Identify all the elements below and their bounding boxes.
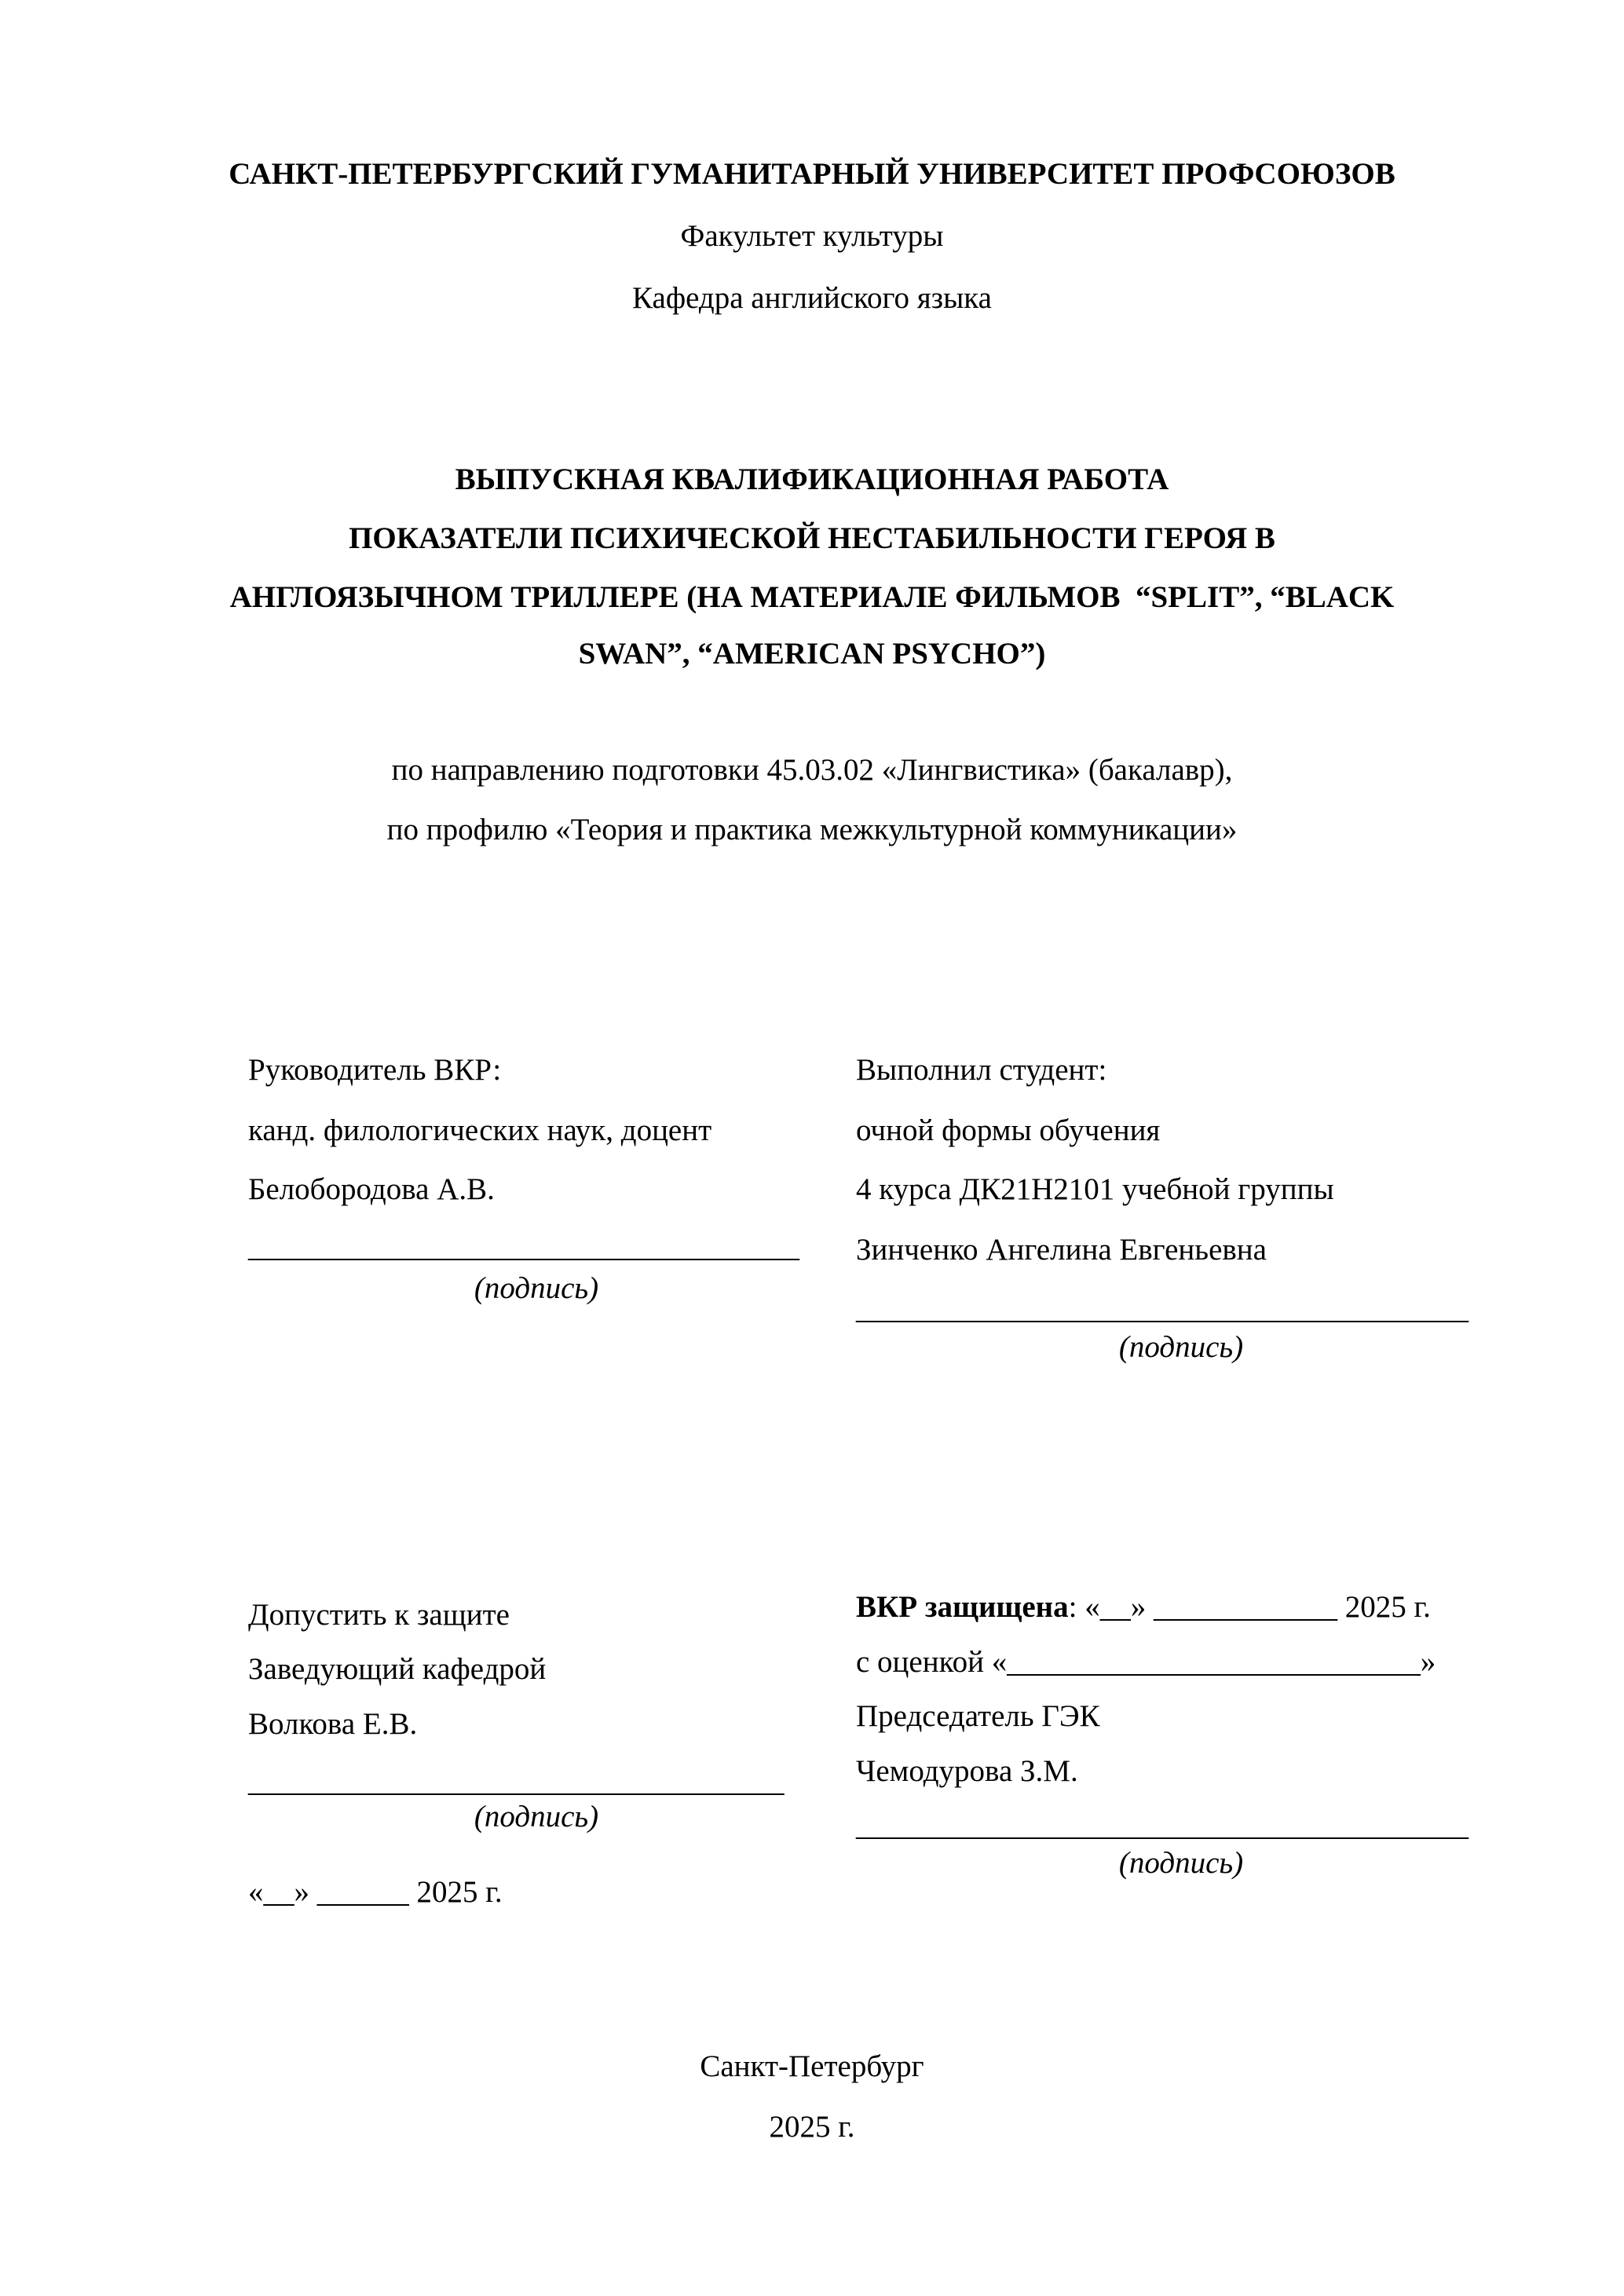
chair-signature-caption: (подпись) [1118,1846,1244,1880]
defense-grade: с оценкой «___________________________» [856,1645,1436,1679]
admission-label: Допустить к защите [248,1598,510,1632]
student-label: Выполнил студент: [856,1053,1107,1087]
head-of-department-name: Волкова Е.В. [248,1707,418,1741]
head-signature-caption: (подпись) [474,1800,599,1834]
admission-date: «__» ______ 2025 г. [248,1875,503,1909]
thesis-type: ВЫПУСКНАЯ КВАЛИФИКАЦИОННАЯ РАБОТА [455,462,1169,496]
supervisor-name: Белобородова А.В. [248,1172,495,1206]
program-profile: по профилю «Теория и практика межкультурной коммуникации» [386,813,1238,846]
university-name: САНКТ-ПЕТЕРБУРГСКИЙ ГУМАНИТАРНЫЙ УНИВЕРСИТЕТ ПРОФСОЮЗОВ [229,157,1395,191]
program-direction: по направлению подготовки 45.03.02 «Лингвистика» (бакалавр), [391,753,1233,787]
student-signature-caption: (подпись) [1118,1330,1244,1364]
defense-label: ВКР защищена [856,1590,1069,1624]
commission-chair-role: Председатель ГЭК [856,1699,1100,1733]
student-name: Зинченко Ангелина Евгеньевна [856,1233,1267,1267]
chair-signature-line: ________________________________________ [856,1808,1469,1842]
supervisor-signature-line: ____________________________________ [248,1230,799,1263]
head-of-department-role: Заведующий кафедрой [248,1652,547,1686]
thesis-title-line: ПОКАЗАТЕЛИ ПСИХИЧЕСКОЙ НЕСТАБИЛЬНОСТИ ГЕРОЯ В [349,521,1275,555]
student-group: 4 курса ДК21Н2101 учебной группы [856,1172,1334,1206]
commission-chair-name: Чемодурова З.М. [856,1754,1078,1788]
city: Санкт-Петербург [700,2049,924,2083]
department-name: Кафедра английского языка [632,281,992,315]
thesis-title-line: АНГЛОЯЗЫЧНОМ ТРИЛЛЕРЕ (НА МАТЕРИАЛЕ ФИЛЬМОВ “SPLIT”, “BLACK [229,580,1395,614]
defense-date: : «__» ____________ 2025 г. [1068,1590,1431,1624]
supervisor-signature-caption: (подпись) [474,1271,599,1305]
thesis-title-line: SWAN”, “AMERICAN PSYCHO”) [578,637,1046,671]
supervisor-degree: канд. филологических наук, доцент [248,1113,712,1147]
defense-status [856,1590,1431,1625]
student-study-form: очной формы обучения [856,1113,1161,1147]
supervisor-label: Руководитель ВКР: [248,1053,502,1087]
year: 2025 г. [769,2110,855,2144]
head-signature-line: ___________________________________ [248,1764,785,1798]
faculty-name: Факультет культуры [680,219,944,253]
student-signature-line: ________________________________________ [856,1292,1469,1325]
